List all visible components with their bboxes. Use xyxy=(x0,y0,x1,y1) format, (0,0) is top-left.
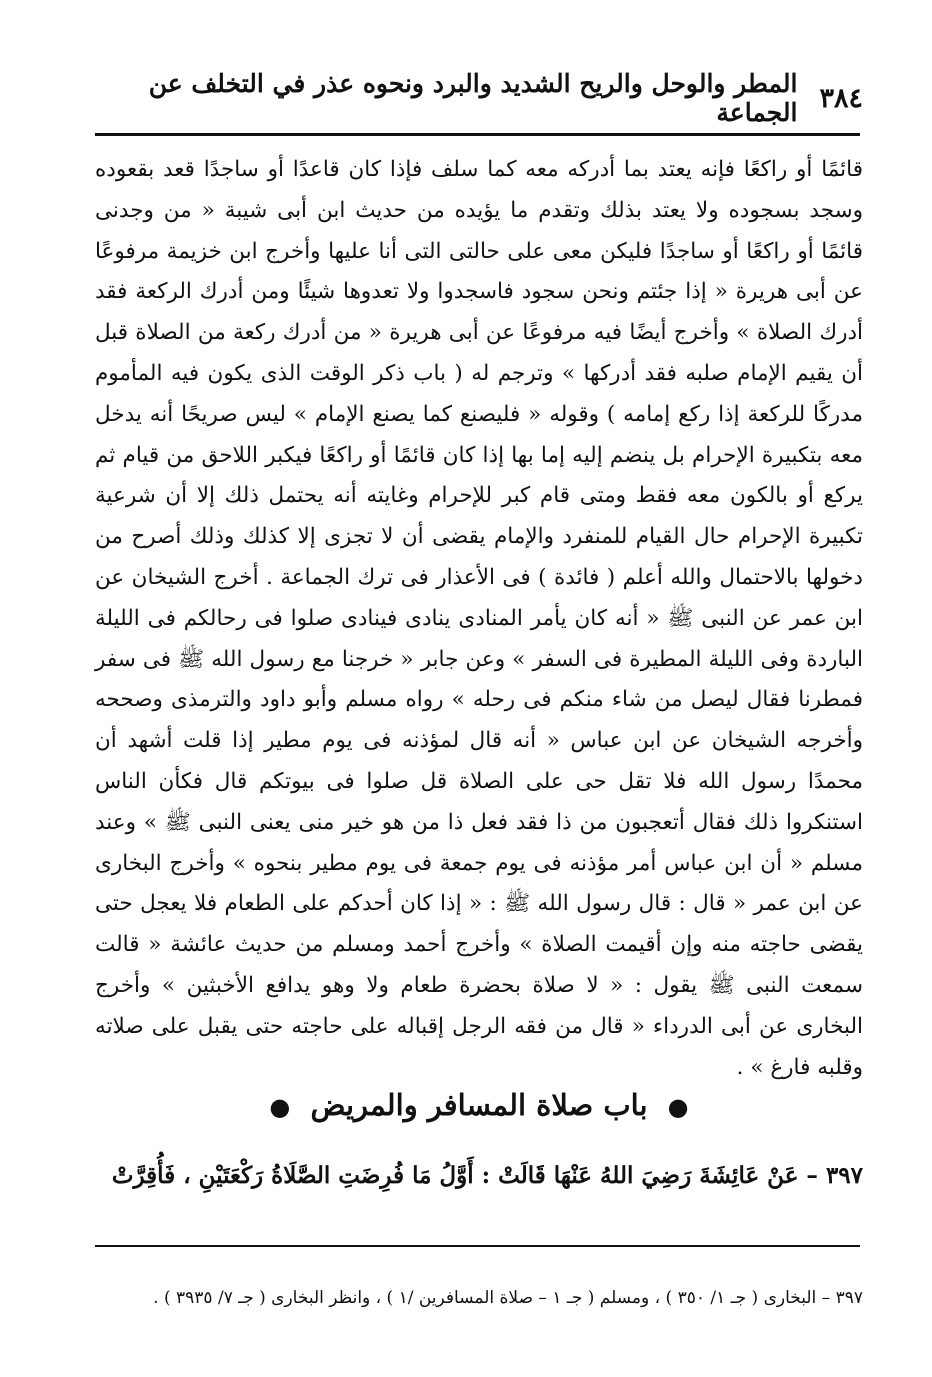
page-number: ٣٨٤ xyxy=(819,82,863,114)
header-rule xyxy=(95,133,860,136)
body-text xyxy=(95,150,863,1088)
hadith-text: ٣٩٧ – عَنْ عَائِشَةَ رَضِيَ اللهُ عَنْهَا قَالَتْ : أَوَّلُ مَا فُرِضَتِ الصَّلَاةُ رَكْعَتَيْنِ ، فَأُقِرَّتْ xyxy=(111,1162,863,1189)
running-title: المطر والوحل والريح الشديد والبرد ونحوه عذر في التخلف عن الجماعة xyxy=(148,69,798,127)
footnote: ٣٩٧ – البخارى ( جـ ١/ ٣٥٠ ) ، ومسلم ( جـ ١ – صلاة المسافرين /١ ) ، وانظر البخارى ( جـ ٧/ ٣٩٣٥ ) . xyxy=(153,1288,863,1308)
bullet-icon: ● xyxy=(667,1092,689,1121)
section-title: باب صلاة المسافر والمريض xyxy=(310,1088,648,1122)
footnote-rule xyxy=(95,1245,860,1247)
section-heading xyxy=(95,1088,863,1122)
bullet-icon: ● xyxy=(269,1092,291,1121)
page-header xyxy=(95,70,863,126)
body-paragraph: قائمًا أو راكعًا فإنه يعتد بما أدركه معه كما سلف فإذا كان قاعدًا أو ساجدًا قعد بقعوده وسجد بسجوده ولا يعتد بذلك وتقدم ما يؤيده من حديث ابن أبى شيبة « من وجدنى قائمًا أو راكعًا أو ساجدًا فليكن معى على حالتى التى أنا عليها وأخرج ابن خزيمة مرفوعًا عن أبى هريرة « إذا جئتم ونحن سجود فاسجدوا ولا تعدوها شيئًا ومن أدرك الركعة فقد أدرك الصلاة » وأخرج أيضًا فيه مرفوعًا عن أبى هريرة « من أدرك ركعة من الصلاة قبل أن يقيم الإمام صلبه فقد أدركها » وترجم له ( باب ذكر الوقت الذى يكون فيه المأموم مدركًا للركعة إذا ركع إمامه ) وقوله « فليصنع كما يصنع الإمام » ليس صريحًا أنه يدخل معه بتكبيرة الإحرام بل ينضم إليه إما بها إذا كان قائمًا أو راكعًا فيكبر اللاحق من قيام ثم يركع أو بالكون معه فقط ومتى قام كبر للإحرام وغايته أنه يحتمل ذلك إلا أن شرعية تكبيرة الإحرام حال القيام للمنفرد والإمام يقضى أن لا تجزى إلا كذلك وذلك أصرح من دخولها بالاحتمال والله أعلم ( فائدة ) فى الأعذار فى ترك الجماعة . أخرج الشيخان عن ابن عمر عن النبى ﷺ « أنه كان يأمر المنادى ينادى فينادى صلوا فى رحالكم فى الليلة الباردة وفى الليلة المطيرة فى السفر » وعن جابر « خرجنا مع رسول الله ﷺ فى سفر فمطرنا فقال ليصل من شاء منكم فى رحله » رواه مسلم وأبو داود والترمذى وصححه وأخرجه الشيخان عن ابن عباس « أنه قال لمؤذنه فى يوم مطير إذا قلت أشهد أن محمدًا رسول الله فلا تقل حى على الصلاة قل صلوا فى بيوتكم قال فكأن الناس استنكروا ذلك فقال أتعجبون من ذا فقد فعل ذا من هو خير منى يعنى النبى ﷺ » وعند مسلم « أن ابن عباس أمر مؤذنه فى يوم جمعة فى يوم مطير بنحوه » وأخرج البخارى عن ابن عمر « قال : قال رسول الله ﷺ : « إذا كان أحدكم على الطعام فلا يعجل حتى يقضى حاجته منه وإن أقيمت الصلاة » وأخرج أحمد ومسلم من حديث عائشة « قالت سمعت النبى ﷺ يقول : « لا صلاة بحضرة طعام ولا وهو يدافع الأخبثين » وأخرج البخارى عن أبى الدرداء « قال من فقه الرجل إقباله على حاجته حتى يقبل على صلاته وقلبه فارغ » . xyxy=(95,157,863,1080)
